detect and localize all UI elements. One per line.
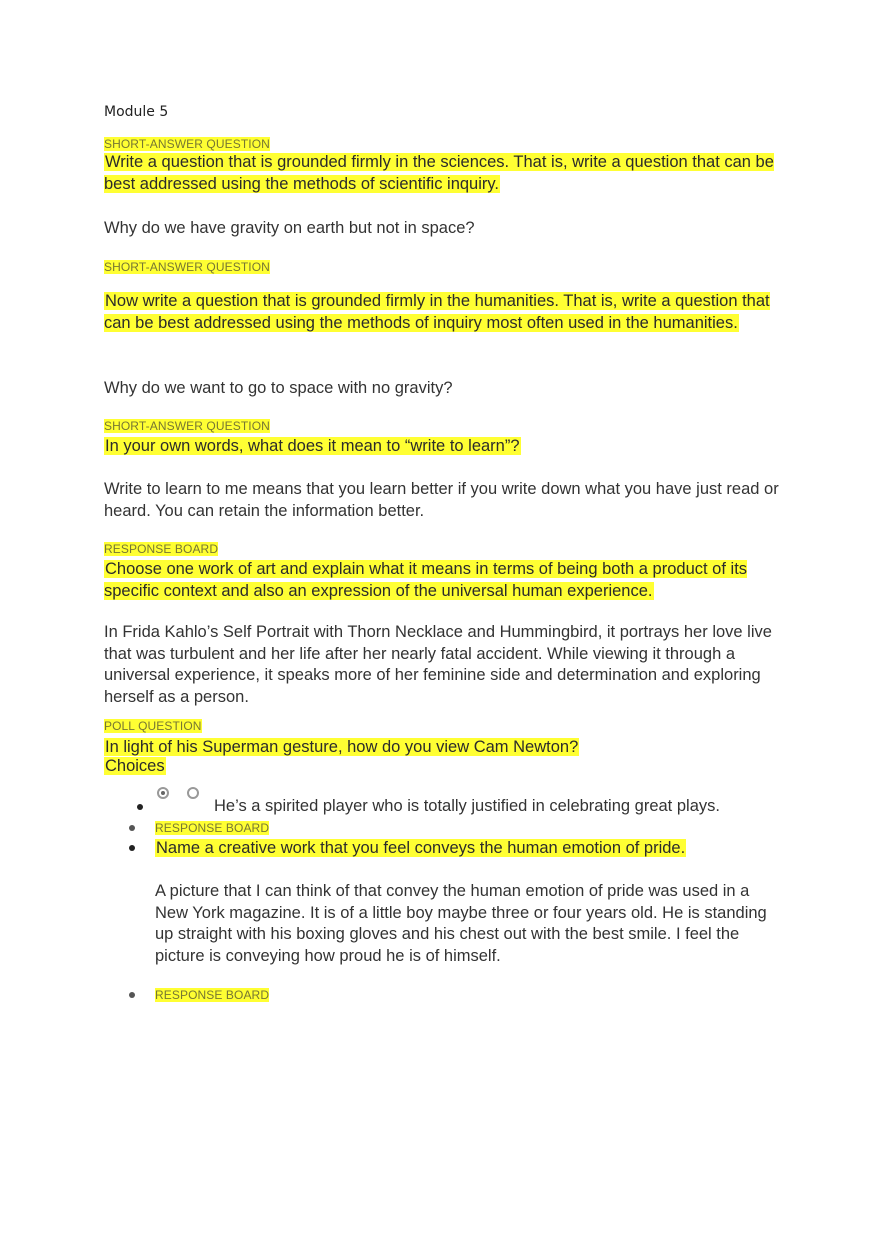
answer-text: A picture that I can think of that convey the human emotion of pride was used in a New York magazine. It is of a little boy maybe three or four years old. He is standing up straight with his boxing gloves and his chest out with the best smile. I feel the picture is conveying how proud he is of himself. bbox=[155, 882, 767, 965]
section-tag: RESPONSE BOARD bbox=[104, 542, 219, 556]
question-text: In light of his Superman gesture, how do you view Cam Newton? bbox=[105, 738, 579, 756]
radio-selected[interactable] bbox=[157, 787, 169, 799]
question-text: Now write a question that is grounded firmly in the humanities. That is, write a question that can be best addressed using the methods of inquiry most often used in the humanities. bbox=[104, 292, 770, 332]
bullet bbox=[129, 845, 135, 851]
radio-unselected[interactable] bbox=[187, 787, 199, 799]
section-tag: RESPONSE BOARD bbox=[155, 821, 270, 835]
question-text: Name a creative work that you feel conveys the human emotion of pride. bbox=[156, 839, 686, 857]
section-tag: SHORT-ANSWER QUESTION bbox=[104, 260, 270, 274]
answer-text: Write to learn to me means that you learn better if you write down what you have just read or heard. You can retain the information better. bbox=[104, 480, 779, 520]
choices-label: Choices bbox=[105, 757, 165, 775]
bullet bbox=[129, 992, 135, 998]
poll-choice: He’s a spirited player who is totally justified in celebrating great plays. bbox=[214, 797, 720, 815]
bullet bbox=[129, 825, 135, 831]
section-tag: SHORT-ANSWER QUESTION bbox=[104, 419, 270, 433]
bullet bbox=[137, 804, 143, 810]
section-tag: SHORT-ANSWER QUESTION bbox=[104, 137, 270, 151]
question-text: Choose one work of art and explain what it means in terms of being both a product of its specific context and also an expression of the universal human experience. bbox=[104, 560, 748, 600]
question-text: In your own words, what does it mean to “write to learn”? bbox=[105, 437, 520, 455]
answer-text: Why do we want to go to space with no gravity? bbox=[104, 379, 453, 397]
page-title: Module 5 bbox=[104, 104, 169, 120]
question-text: Write a question that is grounded firmly in the sciences. That is, write a question that can be best addressed using the methods of scientific inquiry. bbox=[104, 153, 774, 193]
section-tag: RESPONSE BOARD bbox=[155, 988, 270, 1002]
section-tag: POLL QUESTION bbox=[104, 719, 202, 733]
answer-text: Why do we have gravity on earth but not in space? bbox=[104, 219, 475, 237]
answer-text: In Frida Kahlo’s Self Portrait with Thorn Necklace and Hummingbird, it portrays her love live that was turbulent and her life after her nearly fatal accident. While viewing it through a universal experience, it speaks more of her feminine side and determination and exploring herself as a person. bbox=[104, 623, 772, 706]
